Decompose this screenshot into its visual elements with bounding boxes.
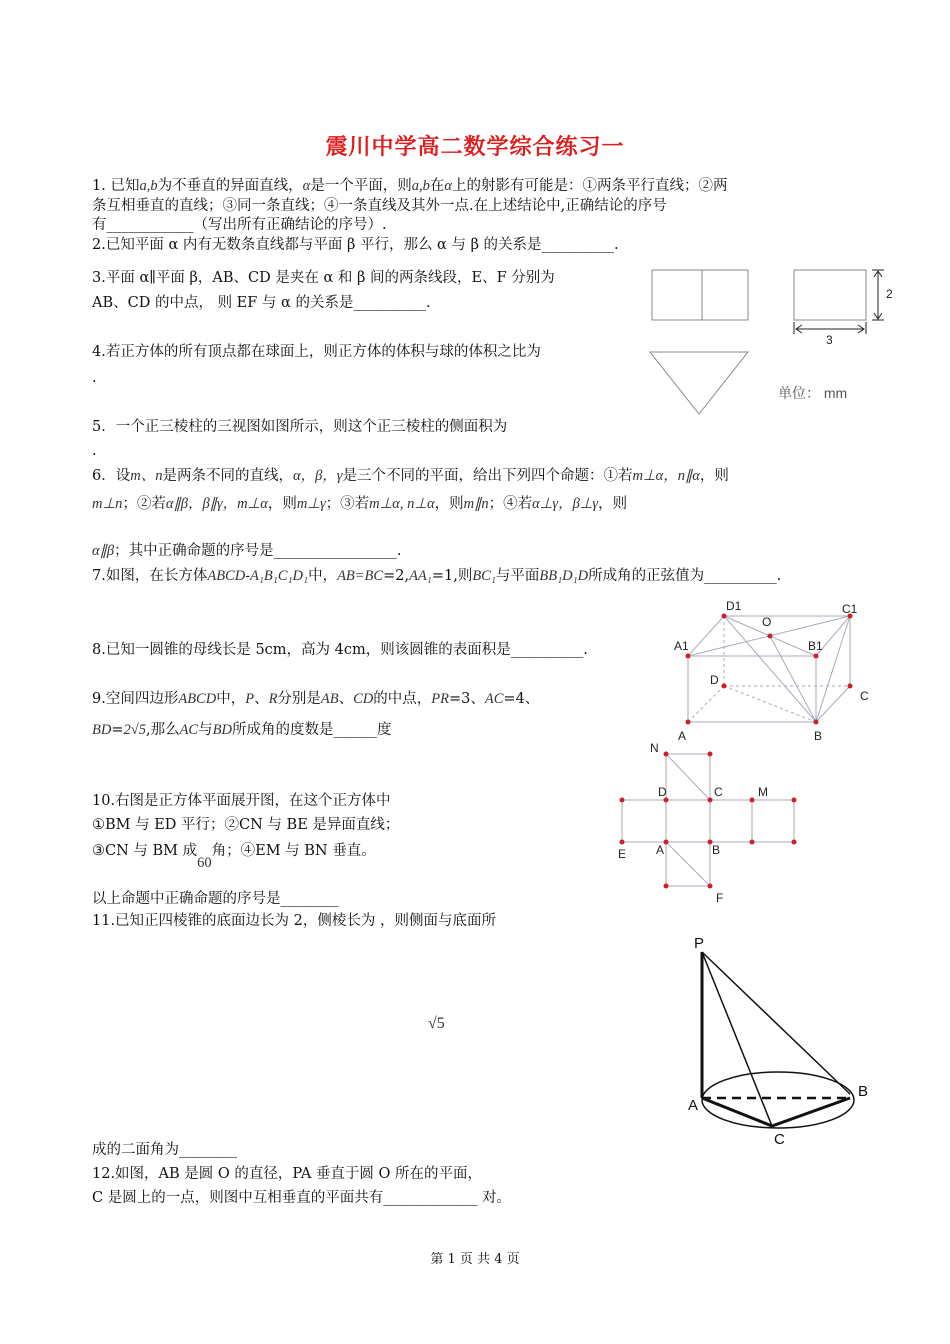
q6-expr: α∥β，β∥γ，m⊥α	[165, 496, 268, 512]
point-F	[708, 884, 713, 889]
q9-var: CD	[353, 691, 374, 707]
q6-text: 是两条不同的直线，	[162, 468, 293, 484]
label-F: F	[716, 891, 724, 905]
top-view	[650, 352, 748, 414]
q9-var: AB	[320, 691, 339, 707]
label-O: O	[762, 615, 772, 629]
question-4-line-1: 4.若正方体的所有顶点都在球面上，则正方体的体积与球的体积之比为	[92, 344, 541, 360]
net-vertex	[792, 840, 797, 845]
point-B1	[814, 654, 819, 659]
q9-text: 分别是	[277, 691, 321, 707]
unit-label: 单位： mm	[778, 385, 848, 401]
net-vertex	[620, 798, 625, 803]
q7-var: AB=BC	[337, 568, 384, 584]
label-B: B	[858, 1083, 869, 1100]
q7-text: 7.如图，在长方体	[92, 568, 208, 584]
q9-text: =4、	[503, 691, 540, 707]
label-B1: B1	[808, 639, 823, 653]
cube-net-figure	[612, 738, 812, 908]
question-6-line-1	[92, 466, 729, 486]
q10-text: 角；④EM 与 BN 垂直。	[211, 843, 376, 859]
q10-text: ③CN 与 BM 成	[92, 843, 198, 859]
label-C: C	[714, 785, 723, 799]
question-11-line-1: 11.已知正四棱锥的底面边长为 2，侧棱长为 ，则侧面与底面所	[92, 913, 497, 929]
point-O	[768, 634, 773, 639]
width-label: 3	[826, 333, 833, 347]
point-D	[722, 684, 727, 689]
q1-text: 在	[429, 178, 445, 194]
q1-var-ab: a,b	[139, 178, 158, 194]
q9-var: AC	[179, 722, 199, 738]
page-title: 震川中学高二数学综合练习一	[325, 135, 625, 160]
question-1-line-2: 条互相垂直的直线；③同一条直线；④一条直线及其外一点.在上述结论中,正确结论的序号	[92, 198, 667, 214]
point-B	[814, 720, 819, 725]
label-D: D	[710, 673, 719, 687]
label-E: E	[618, 847, 627, 861]
question-10-line-2: ①BM 与 ED 平行；②CN 与 BE 是异面直线；	[92, 817, 400, 833]
q9-var: BD	[212, 722, 232, 738]
q6-expr: m⊥n	[92, 496, 123, 512]
question-8: 8.已知一圆锥的母线长是 5cm，高为 4cm，则该圆锥的表面积是__________.	[92, 642, 588, 658]
net-vertex	[664, 884, 669, 889]
question-12-line-1: 12.如图，AB 是圆 O 的直径，PA 垂直于圆 O 所在的平面，	[92, 1166, 483, 1182]
point-D1	[722, 614, 727, 619]
point-N	[664, 752, 669, 757]
three-views-figure	[640, 262, 900, 422]
q9-text: 所成角的度数是______度	[231, 722, 392, 738]
label-A: A	[688, 1097, 699, 1114]
question-6-line-3	[92, 541, 401, 561]
q1-text: 上的射影有可能是：①两条平行直线；②两	[451, 178, 728, 194]
question-11-line-2: 成的二面角为________	[92, 1142, 237, 1158]
question-3-line-1: 3.平面 α∥平面 β，AB、CD 是夹在 α 和 β 间的两条线段，E、F 分别为	[92, 270, 555, 286]
q6-text: 6．设	[92, 468, 131, 484]
q6-text: ，则	[434, 496, 464, 512]
q9-var: BD	[92, 722, 112, 738]
question-11-sqrt5: √5	[428, 1015, 445, 1032]
q6-var-mn: m、n	[130, 468, 163, 484]
point-A1	[686, 654, 691, 659]
q9-var: P	[245, 691, 255, 707]
q6-expr: m⊥α, n⊥α	[369, 496, 435, 512]
q1-var-alpha: α	[302, 178, 311, 194]
q7-text: 所成角的正弦值为__________.	[588, 568, 782, 584]
label-C1: C1	[842, 602, 858, 616]
q7-var: BB₁D₁D	[539, 568, 589, 584]
question-12-line-2: C 是圆上的一点，则图中互相垂直的平面共有_____________ 对。	[92, 1190, 512, 1206]
label-B: B	[814, 729, 823, 743]
label-P: P	[694, 935, 705, 952]
q7-var: BC₁	[472, 568, 496, 584]
net-vertex	[708, 752, 713, 757]
label-D: D	[658, 785, 667, 799]
point-C	[848, 684, 853, 689]
q7-text: 中，	[308, 568, 338, 584]
q9-var: PR	[431, 691, 450, 707]
question-7	[92, 566, 781, 586]
question-10-line-1: 10.右图是正方体平面展开图，在这个正方体中	[92, 793, 391, 809]
q9-text: 、	[338, 691, 354, 707]
base-circle	[702, 1072, 854, 1128]
question-1-line-1	[92, 176, 727, 196]
question-6-line-2	[92, 494, 627, 514]
label-A: A	[678, 729, 687, 743]
height-label: 2	[886, 287, 893, 301]
label-C: C	[774, 1131, 785, 1148]
q6-expr: α⊥γ，β⊥γ	[532, 496, 599, 512]
side-view	[794, 270, 866, 320]
q6-text: ，则	[598, 496, 628, 512]
question-10-line-3	[92, 841, 376, 871]
point-A	[664, 840, 669, 845]
question-9-line-2	[92, 720, 391, 740]
net-vertex	[750, 840, 755, 845]
cuboid-figure	[670, 596, 890, 746]
q9-text: 中，	[216, 691, 246, 707]
q9-value: 2√5	[123, 722, 146, 738]
point-E	[620, 840, 625, 845]
q9-text: 、	[254, 691, 269, 707]
point-M	[750, 798, 755, 803]
q6-expr: m⊥γ	[296, 496, 326, 512]
q9-text: ,那么	[145, 722, 180, 738]
q10-angle-value: 60	[197, 855, 212, 871]
question-3-line-2: AB、CD 的中点， 则 EF 与 α 的关系是__________.	[92, 295, 431, 311]
question-2: 2.已知平面 α 内有无数条直线都与平面 β 平行，那么 α 与 β 的关系是__________.	[92, 237, 619, 253]
q9-text: 的中点，	[373, 691, 432, 707]
point-C	[708, 798, 713, 803]
q9-text: =3、	[449, 691, 485, 707]
q1-text: 是一个平面，则	[310, 178, 412, 194]
q6-var-planes: α，β，γ	[292, 468, 343, 484]
q9-text: =	[111, 722, 124, 738]
q9-var: R	[268, 691, 278, 707]
q9-var: AC	[484, 691, 504, 707]
point-A	[686, 720, 691, 725]
q7-var: ABCD-A₁B₁C₁D₁	[207, 568, 309, 584]
question-5-line-1: 5．一个正三棱柱的三视图如图所示，则这个正三棱柱的侧面积为	[92, 419, 508, 435]
q6-expr: m∥n	[463, 496, 489, 512]
segment-PC	[702, 952, 772, 1126]
q6-text: ，则	[267, 496, 297, 512]
q7-text: =1,则	[431, 568, 473, 584]
label-M: M	[758, 785, 768, 799]
q6-expr: m⊥α，n∥α	[632, 468, 700, 484]
q6-text: ；其中正确命题的序号是_________________.	[114, 543, 402, 559]
label-A: A	[656, 843, 665, 857]
label-D1: D1	[726, 599, 742, 613]
q6-text: ，则	[699, 468, 729, 484]
cone-figure	[680, 930, 890, 1150]
label-B: B	[712, 843, 721, 857]
label-N: N	[650, 741, 659, 755]
q1-var-ab: a,b	[411, 178, 430, 194]
q6-text: ；③若	[325, 496, 370, 512]
q1-text: 为不垂直的异面直线，	[157, 178, 303, 194]
q1-var-alpha: α	[444, 178, 452, 194]
q7-text: 与平面	[495, 568, 540, 584]
q6-text: 是三个不同的平面，给出下列四个命题：①若	[342, 468, 633, 484]
question-10-line-4: 以上命题中正确命题的序号是________	[92, 891, 339, 907]
q9-text: 与	[198, 722, 213, 738]
q9-var: ABCD	[178, 691, 217, 707]
q6-text: ；④若	[488, 496, 533, 512]
q9-text: 9.空间四边形	[92, 691, 179, 707]
q6-expr: α∥β	[92, 543, 115, 559]
q7-var: AA₁	[409, 568, 432, 584]
net-vertex	[792, 798, 797, 803]
q6-text: ；②若	[122, 496, 166, 512]
label-A1: A1	[674, 639, 689, 653]
question-1-line-3: 有____________（写出所有正确结论的序号）.	[92, 217, 387, 233]
question-4-line-2: .	[92, 370, 97, 386]
question-9-line-1	[92, 689, 539, 709]
front-view	[652, 270, 748, 320]
page-footer: 第 1 页 共 4 页	[430, 1252, 520, 1267]
q7-text: =2,	[383, 568, 410, 584]
q1-text: 1. 已知	[92, 178, 140, 194]
question-5-line-2: .	[92, 443, 97, 459]
label-C: C	[860, 689, 869, 703]
